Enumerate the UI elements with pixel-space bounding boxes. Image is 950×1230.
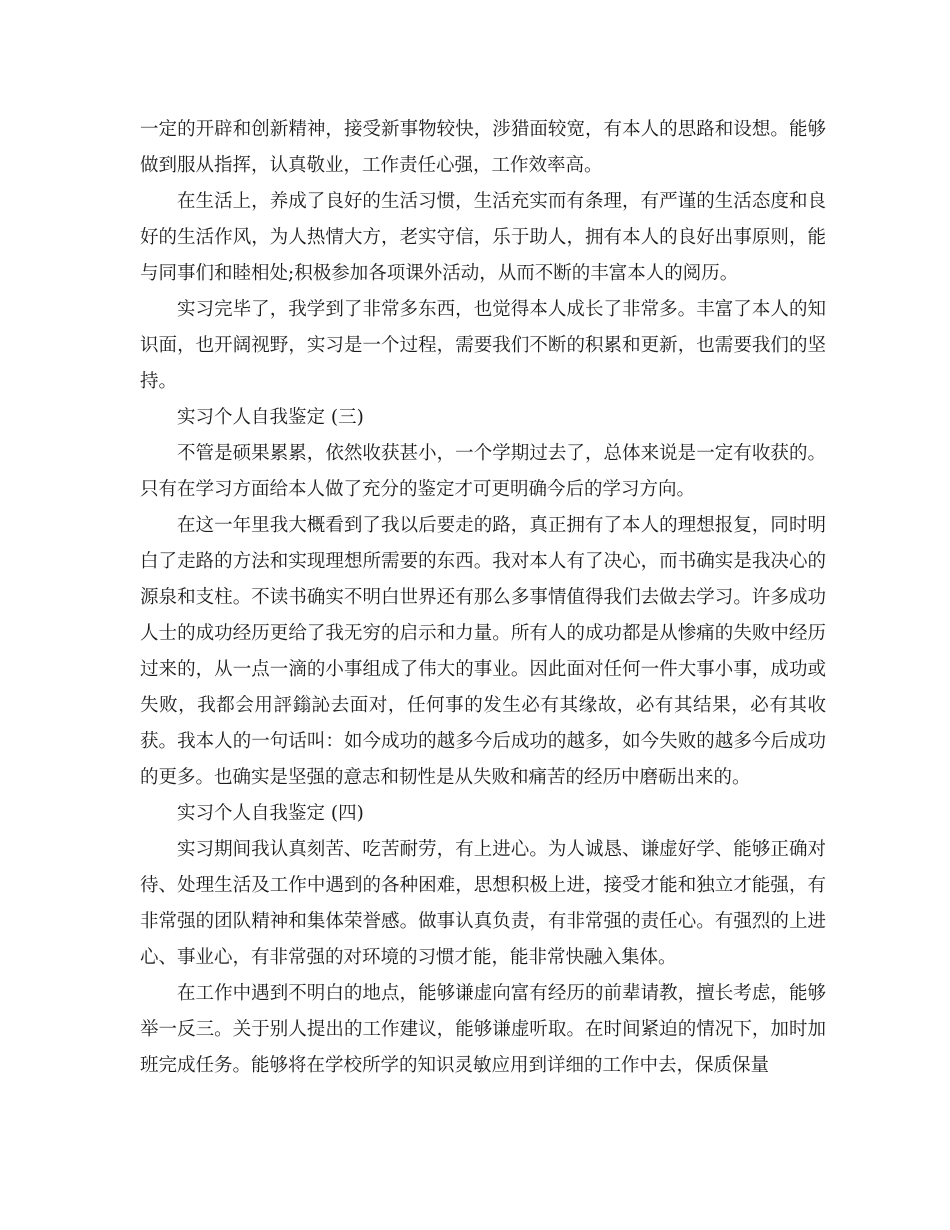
section-heading-three: 实习个人自我鉴定 (三) bbox=[177, 407, 364, 428]
document-body bbox=[140, 112, 826, 1084]
paragraph-continuation: 一定的开辟和创新精神，接受新事物较快，涉猎面较宽，有本人的思路和设想。能够做到服从指挥，认真敬业，工作责任心强，工作效率高。 bbox=[140, 119, 826, 176]
paragraph-internship-summary: 实习完毕了，我学到了非常多东西，也觉得本人成长了非常多。丰富了本人的知识面，也开阔视野，实习是一个过程，需要我们不断的积累和更新，也需要我们的坚持。 bbox=[140, 299, 826, 392]
section-heading-four: 实习个人自我鉴定 (四) bbox=[177, 803, 364, 824]
paragraph-year-reflection: 在这一年里我大概看到了我以后要走的路，真正拥有了本人的理想报复，同时明白了走路的方法和实现理想所需要的东西。我对本人有了决心，而书确实是我决心的源泉和支柱。不读书确实不明白世界还有那么多事情值得我们去做去学习。许多成功人士的成功经历更给了我无穷的启示和力量。所有人的成功都是从惨痛的失败中经历过来的，从一点一滴的小事组成了伟大的事业。因此面对任何一件大事小事，成功或失败，我都会用評鎓訫去面对，任何事的发生必有其缘故，必有其结果，必有其收获。我本人的一句话叫：如今成功的越多今后成功的越多，如今失败的越多今后成功的更多。也确实是坚强的意志和韧性是从失败和痛苦的经历中磨砺出来的。 bbox=[140, 515, 826, 788]
paragraph-life-habits: 在生活上，养成了良好的生活习惯，生活充实而有条理，有严谨的生活态度和良好的生活作风，为人热情大方，老实守信，乐于助人，拥有本人的良好出事原则，能与同事们和睦相处;积极参加各项课外活动，从而不断的丰富本人的阅历。 bbox=[140, 191, 826, 284]
paragraph-work-learning: 在工作中遇到不明白的地点，能够谦虚向富有经历的前辈请教，擅长考虑，能够举一反三。关于别人提出的工作建议，能够谦虚听取。在时间紧迫的情况下，加时加班完成任务。能够将在学校所学的知识灵敏应用到详细的工作中去，保质保量 bbox=[140, 983, 826, 1076]
paragraph-work-attitude: 实习期间我认真刻苦、吃苦耐劳，有上进心。为人诚恳、谦虚好学、能够正确对待、处理生活及工作中遇到的各种困难，思想积极上进，接受才能和独立才能强，有非常强的团队精神和集体荣誉感。做事认真负责，有非常强的责任心。有强烈的上进心、事业心，有非常强的对环境的习惯才能，能非常快融入集体。 bbox=[140, 839, 826, 968]
paragraph-semester-harvest: 不管是硕果累累，依然收获甚小，一个学期过去了，总体来说是一定有收获的。只有在学习方面给本人做了充分的鉴定才可更明确今后的学习方向。 bbox=[140, 443, 826, 500]
